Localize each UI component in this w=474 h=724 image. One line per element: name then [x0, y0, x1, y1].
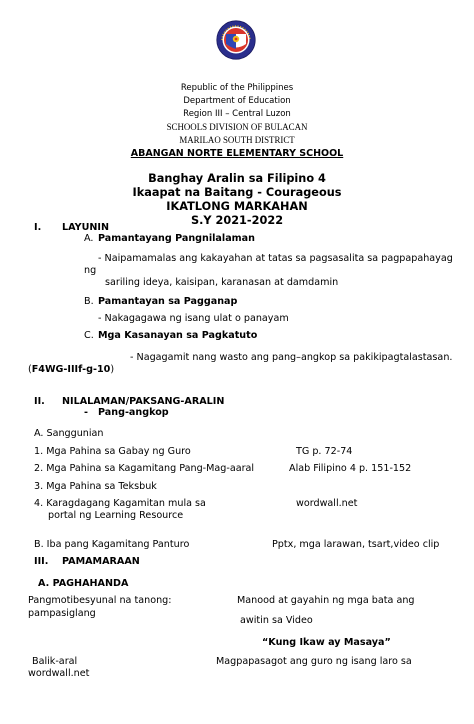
republic-line: Republic of the Philippines — [180, 83, 294, 93]
grade-line: Ikaapat na Baitang - Courageous — [132, 186, 342, 199]
motive-label: Pangmotibesyunal na tanong: — [28, 595, 172, 606]
section-1a-text-wrap: ng — [84, 265, 97, 276]
ref-1-value: TG p. 72-74 — [296, 446, 353, 457]
region-line: Region III – Central Luzon — [183, 109, 291, 119]
section-1a-text: - Naipamamalas ang kakayahan at tatas sa pagsasalita sa pagpapahayag — [98, 253, 453, 264]
ref-4-label: 4. Karagdagang Kagamitan mula sa — [34, 498, 206, 509]
district-line: MARILAO SOUTH DISTRICT — [179, 135, 295, 145]
review-value: Magpapasagot ang guro ng isang laro sa — [216, 656, 412, 667]
motive-label-cont: pampasiglang — [28, 608, 96, 619]
review-label: Balik-aral — [32, 656, 78, 667]
section-1a-letter: A. — [84, 233, 94, 244]
section-3-heading: PAMAMARAAN — [62, 556, 140, 567]
section-1-heading: LAYUNIN — [62, 222, 109, 233]
ref-1-label: 1. Mga Pahina sa Gabay ng Guro — [34, 446, 191, 457]
section-1-number: I. — [34, 222, 42, 233]
topic: Pang-angkop — [98, 407, 169, 418]
deped-seal-icon — [216, 20, 256, 60]
section-1b-letter: B. — [84, 296, 94, 307]
motive-value: Manood at gayahin ng mga bata ang — [237, 595, 415, 606]
department-line: Department of Education — [183, 96, 291, 106]
section-1b-text: - Nakagagawa ng isang ulat o panayam — [98, 313, 289, 324]
competency-code: (F4WG-IIIf-g-10) — [28, 364, 115, 375]
section-2-heading: NILALAMAN/PAKSANG-ARALIN — [62, 396, 225, 407]
section-1b-title: Pamantayan sa Pagganap — [98, 296, 238, 307]
ref-4-value: wordwall.net — [296, 498, 358, 509]
section-1c-letter: C. — [84, 330, 94, 341]
review-label-cont: wordwall.net — [28, 668, 90, 679]
school-year-line: S.Y 2021-2022 — [190, 214, 284, 227]
topic-dash: - — [84, 407, 88, 418]
references-label: A. Sanggunian — [34, 428, 104, 439]
motive-value-cont: awitin sa Video — [240, 615, 313, 626]
preparation-heading: A. PAGHAHANDA — [38, 578, 129, 589]
section-1a-text-cont: sariling ideya, kaisipan, karanasan at damdamin — [105, 277, 339, 288]
section-1c-title: Mga Kasanayan sa Pagkatuto — [98, 330, 258, 341]
ref-2-value: Alab Filipino 4 p. 151-152 — [289, 463, 412, 474]
ref-2-label: 2. Mga Pahina sa Kagamitang Pang-Mag-aaral — [34, 463, 255, 474]
ref-3-label: 3. Mga Pahina sa Teksbuk — [34, 481, 157, 492]
section-3-number: III. — [34, 556, 49, 567]
section-2-number: II. — [34, 396, 45, 407]
school-name: ABANGAN NORTE ELEMENTARY SCHOOL — [130, 148, 344, 159]
division-line: SCHOOLS DIVISION OF BULACAN — [166, 122, 308, 132]
other-materials-value: Pptx, mga larawan, tsart,video clip — [272, 539, 440, 550]
quarter-line: IKATLONG MARKAHAN — [166, 200, 308, 213]
ref-4-label-cont: portal ng Learning Resource — [48, 510, 184, 521]
other-materials-label: B. Iba pang Kagamitang Panturo — [34, 539, 190, 550]
section-1a-title: Pamantayang Pangnilalaman — [98, 233, 255, 244]
section-1c-text: - Nagagamit nang wasto ang pang–angkop sa pakikipagtalastasan. — [130, 352, 453, 363]
lesson-title: Banghay Aralin sa Filipino 4 — [148, 172, 326, 185]
song-title: “Kung Ikaw ay Masaya” — [262, 637, 391, 648]
